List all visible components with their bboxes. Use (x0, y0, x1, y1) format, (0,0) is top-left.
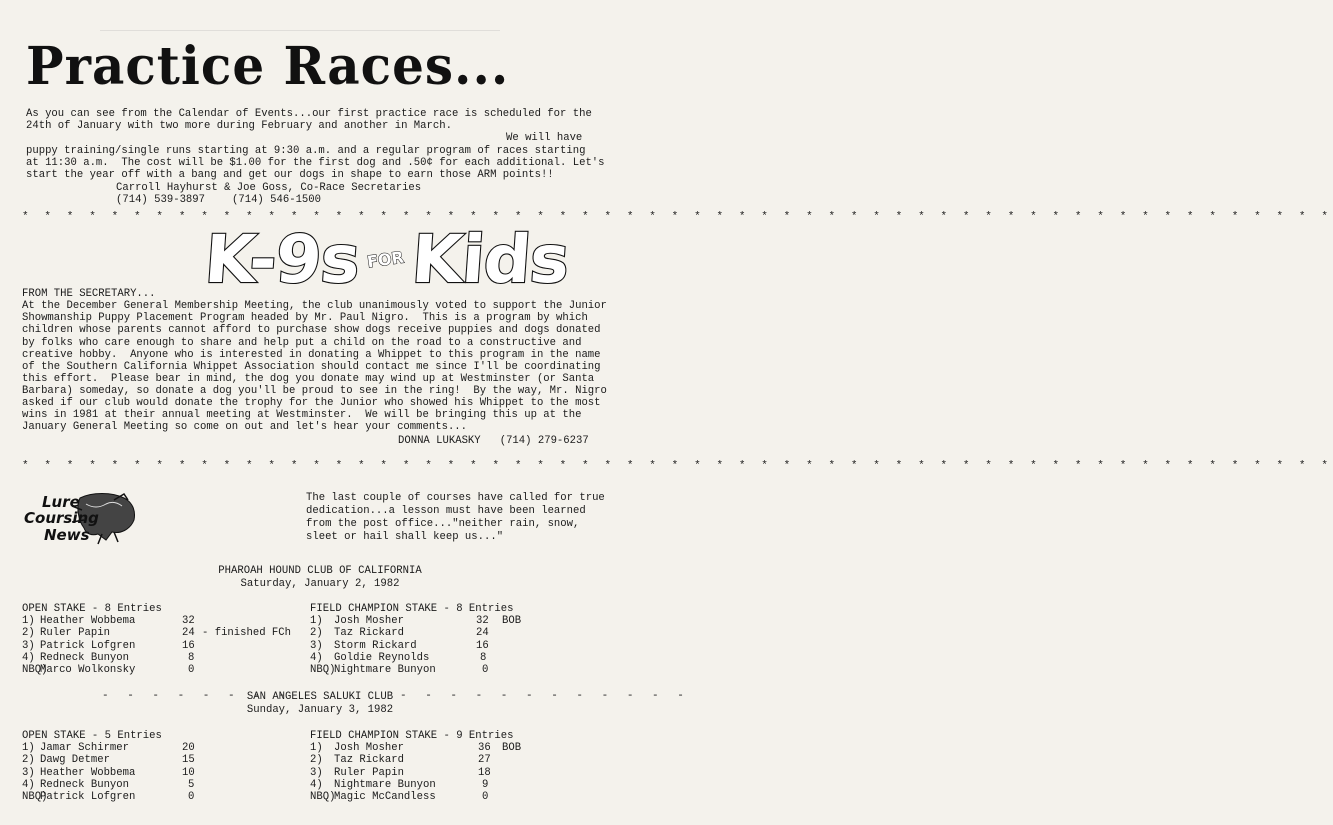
secretary-line: children whose parents cannot afford to purchase show dogs receive puppies and dogs donated (22, 324, 601, 336)
lure-logo-word: Coursing (24, 509, 99, 527)
lure-intro-line: The last couple of courses have called for true (306, 492, 605, 504)
result-row: 3) Ruler Papin 18 (310, 766, 491, 779)
secretary-line: Showmanship Puppy Placement Program headed by Mr. Paul Nigro. This is a program by which (22, 312, 588, 324)
lure-intro-line: sleet or hail shall keep us..." (306, 531, 504, 543)
lure-intro-line: from the post office..."neither rain, snow, (306, 518, 580, 530)
lure-intro-line: dedication...a lesson must have been learned (306, 505, 586, 517)
lure-logo-word: Lure (42, 493, 80, 511)
result-row: 1) Heather Wobbema 32 (22, 615, 195, 628)
event-club-name: SAN ANGELES SALUKI CLUB (246, 691, 394, 703)
result-row: 3) Heather Wobbema 10 (22, 766, 195, 779)
result-row: 4) Redneck Bunyon 5 (22, 778, 195, 791)
result-row: NBQ) Magic McCandless 0 (310, 790, 489, 803)
phone-hayhurst: (714) 539-3897 (116, 194, 206, 206)
secretary-line: Barbara) someday, so donate a dog you'll be proud to see in the ring! By the way, Mr. Nigro (22, 385, 607, 397)
secretary-heading: FROM THE SECRETARY... (22, 288, 156, 300)
secretary-line: creative hobby. Anyone who is interested in donating a Whippet to this program in the name (22, 349, 601, 361)
phone-goss: (714) 546-1500 (232, 194, 322, 206)
result-row: 4) Goldie Reynolds 8 (310, 651, 487, 664)
result-row: 4) Nightmare Bunyon 9 (310, 778, 489, 791)
dash-divider-right: - - - - - - - - - - - - (400, 690, 690, 702)
open-stake-results (22, 603, 302, 676)
field-champion-results (310, 603, 630, 676)
race-secretaries: Carroll Hayhurst & Joe Goss, Co-Race Secretaries (116, 182, 422, 194)
k9s-for-kids-logo (202, 220, 571, 298)
secretary-line: by folks who care enough to share and help put a child on the road to a constructive and (22, 337, 582, 349)
for-logo-text: FOR (365, 247, 406, 271)
dash-divider-left: - - - - - - - - (102, 690, 292, 702)
result-row: 3) Storm Rickard 16 (310, 639, 489, 652)
result-row: 1) Josh Mosher 32 BOB (310, 615, 522, 628)
result-row: 1) Josh Mosher 36 BOB (310, 742, 522, 755)
stake-header: OPEN STAKE - 5 Entries (22, 730, 162, 742)
stake-header: OPEN STAKE - 8 Entries (22, 603, 162, 615)
k9s-logo-text: K-9s (202, 220, 362, 298)
intro-inline: We will have (506, 132, 583, 144)
result-row: 2) Ruler Papin 24 - finished FCh (22, 627, 292, 640)
secretary-line: asked if our club would donate the trophy for the Junior who showed his Whippet to the most (22, 397, 601, 409)
star-divider: * * * * * * * * * * * * * * * * * * * * * * * * * * * * * * * * * * * * * * * * * * * * * * * * * * * * * * * * * * * (22, 460, 1333, 472)
secretary-signature: DONNA LUKASKY (714) 279-6237 (398, 435, 589, 447)
lure-logo-word: News (44, 526, 90, 544)
secretary-line: wins in 1981 at their annual meeting at Westminster. We will be bringing this up at the (22, 409, 582, 421)
result-row: 2) Taz Rickard 27 (310, 754, 491, 767)
star-divider: * * * * * * * * * * * * * * * * * * * * * * * * * * * * * * * * * * * * * * * * * * * * * * * * * * * * * * * * * * * (22, 211, 1333, 223)
intro-line-3: puppy training/single runs starting at 9:30 a.m. and a regular program of races starting (26, 145, 586, 157)
open-stake-results (22, 730, 302, 803)
intro-line-1: As you can see from the Calendar of Events...our first practice race is scheduled for the (26, 108, 592, 120)
result-row: 2) Taz Rickard 24 (310, 627, 489, 640)
secretary-line: January General Meeting so come on out and let's hear your comments... (22, 421, 468, 433)
result-row: NBQ) Marco Wolkonsky 0 (22, 663, 195, 676)
stake-header: FIELD CHAMPION STAKE - 9 Entries (310, 730, 514, 742)
result-row: 4) Redneck Bunyon 8 (22, 651, 195, 664)
result-row: NBQ) Nightmare Bunyon 0 (310, 663, 489, 676)
lure-coursing-news-logo (22, 490, 140, 550)
kids-logo-text: Kids (409, 220, 571, 298)
intro-line-5: start the year off with a bang and get our dogs in shape to earn those ARM points!! (26, 169, 554, 181)
secretary-line: At the December General Membership Meeting, the club unanimously voted to support the Junior (22, 300, 607, 312)
event-date: Sunday, January 3, 1982 (246, 704, 394, 716)
field-champion-results (310, 730, 630, 803)
result-row: 1) Jamar Schirmer 20 (22, 742, 195, 755)
page-title: Practice Races... (26, 34, 510, 97)
event-club-name: PHAROAH HOUND CLUB OF CALIFORNIA (218, 565, 422, 577)
result-row: 3) Patrick Lofgren 16 (22, 639, 195, 652)
intro-line-2: 24th of January with two more during February and another in March. (26, 120, 452, 132)
event-date: Saturday, January 2, 1982 (240, 578, 400, 590)
secretary-line: of the Southern California Whippet Association should contact me since I'll be coordinating (22, 361, 601, 373)
intro-line-4: at 11:30 a.m. The cost will be $1.00 for the first dog and .50¢ for each additional. Let's (26, 157, 605, 169)
result-row: 2) Dawg Detmer 15 (22, 754, 195, 767)
secretary-line: this effort. Please bear in mind, the dog you donate may wind up at Westminster (or Santa (22, 373, 595, 385)
result-row: NBQ) Patrick Lofgren 0 (22, 790, 195, 803)
stake-header: FIELD CHAMPION STAKE - 8 Entries (310, 603, 514, 615)
